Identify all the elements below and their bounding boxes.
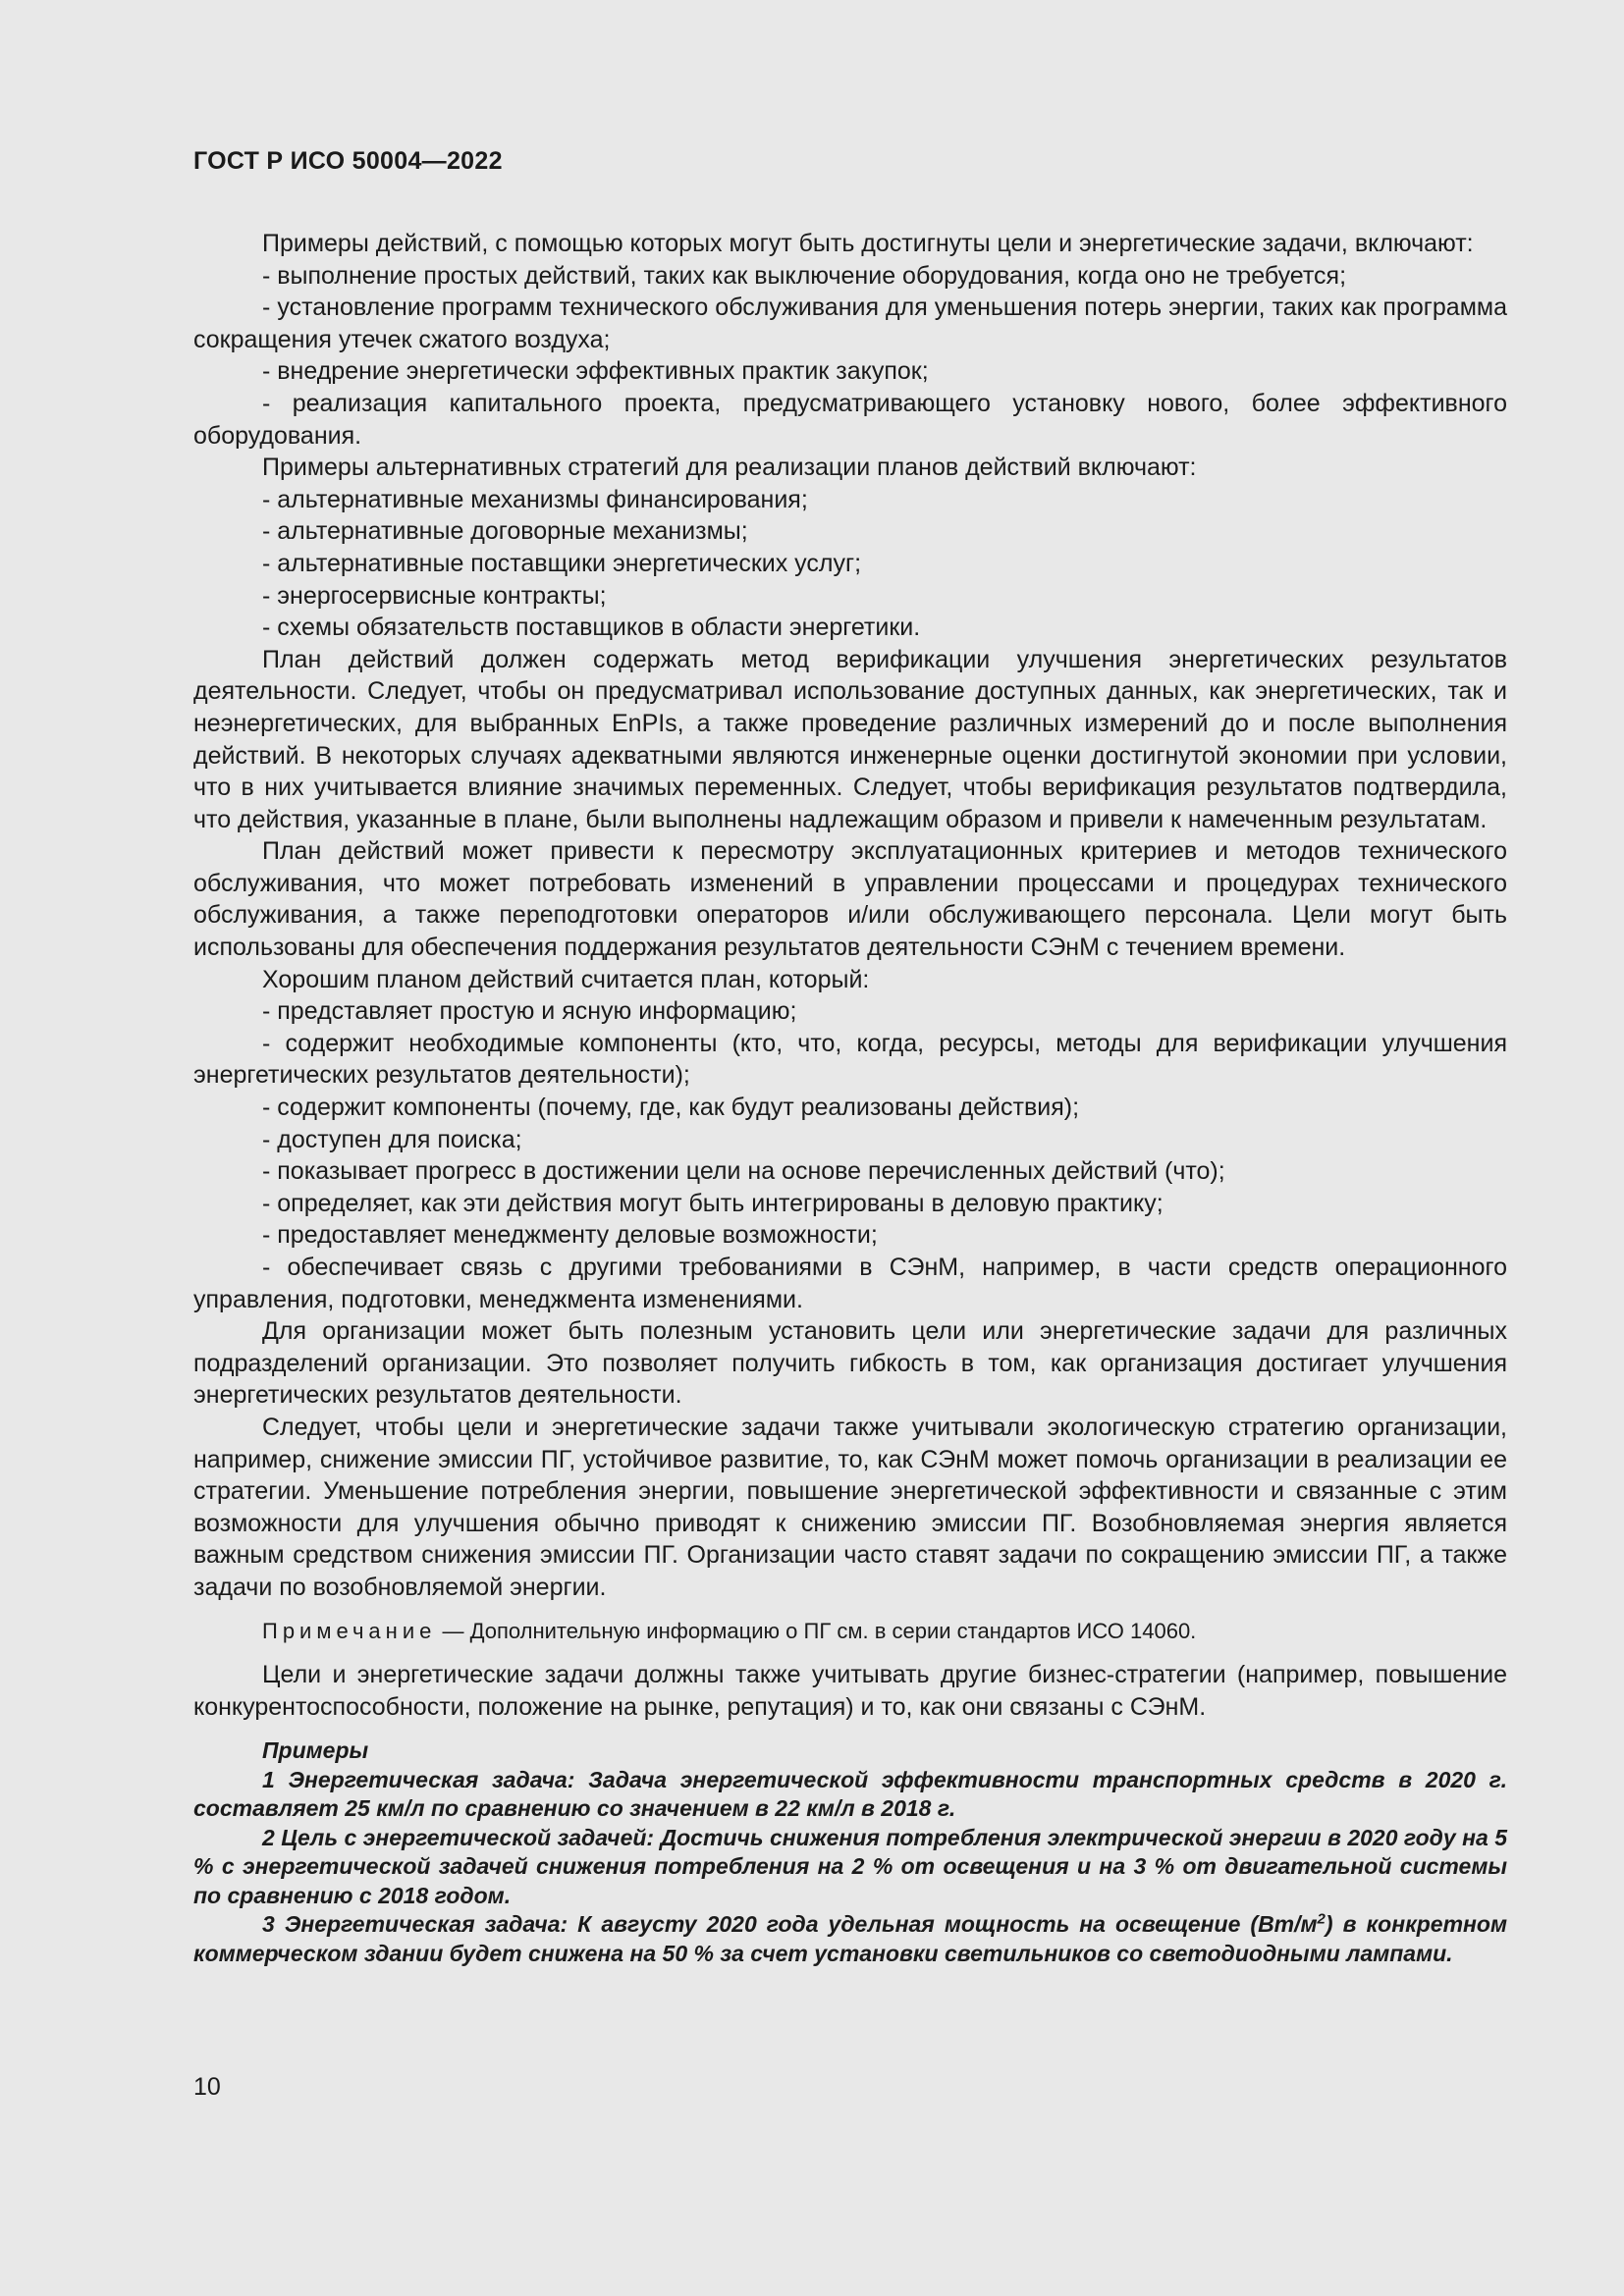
list-item: - определяет, как эти действия могут быть интегрированы в деловую практику; xyxy=(262,1189,1164,1217)
list-item: - доступен для поиска; xyxy=(262,1125,522,1153)
paragraph: Примеры альтернативных стратегий для реализации планов действий включают: xyxy=(262,454,1197,482)
example-text: 3 Энергетическая задача: К августу 2020 года удельная мощность на освещение (Вт/м xyxy=(262,1911,1318,1938)
example-item: 1 Энергетическая задача: Задача энергетической эффективности транспортных средств в 2020 г. составляет 25 км/л по сравнению со значением в 22 км/л в 2018 г. xyxy=(193,1766,1507,1822)
paragraph: Цели и энергетические задачи должны также учитывать другие бизнес-стратегии (например, повышение конкурентоспособности, положение на рынке, репутация) и то, как они связаны с СЭнМ. xyxy=(193,1661,1507,1721)
list-item: - показывает прогресс в достижении цели на основе перечисленных действий (что); xyxy=(262,1157,1225,1186)
list-item: - содержит компоненты (почему, где, как будут реализованы действия); xyxy=(262,1094,1080,1122)
paragraph: План действий должен содержать метод верификации улучшения энергетических результатов деятельности. Следует, чтобы он предусматривал использование доступных данных, как энергетических, так и неэнергетических, для выбранных EnPIs, а также проведение различных измерений до и после выполнения действий. В некоторых случаях адекватными являются инженерные оценки достигнутой экономии при условии, что в них учитывается влияние значимых переменных. Следует, чтобы верификация результатов подтвердила, что действия, указанные в плане, были выполнены надлежащим образом и привели к намеченным результатам. xyxy=(193,645,1507,833)
examples-heading: Примеры xyxy=(262,1737,369,1764)
list-item: - внедрение энергетически эффективных практик закупок; xyxy=(262,357,929,386)
list-item: - энергосервисные контракты; xyxy=(262,581,607,610)
document-header: ГОСТ Р ИСО 50004—2022 xyxy=(193,147,503,175)
paragraph: Примеры действий, с помощью которых могут быть достигнуты цели и энергетические задачи, включают: xyxy=(262,230,1474,257)
example-item xyxy=(193,1910,1507,1968)
note xyxy=(193,1616,1507,1648)
paragraph: План действий может привести к пересмотру эксплуатационных критериев и методов технического обслуживания, что может потребовать изменений в управлении процессами и процедурах технического обслуживания, а также переподготовки операторов и/или обслуживающего персонала. Цели могут быть использованы для обеспечения поддержания результатов деятельности СЭнМ с течением времени. xyxy=(193,837,1507,962)
paragraph: Хорошим планом действий считается план, который: xyxy=(262,965,870,993)
list-item: - схемы обязательств поставщиков в области энергетики. xyxy=(262,614,921,642)
note-text: — Дополнительную информацию о ПГ см. в серии стандартов ИСО 14060. xyxy=(436,1618,1197,1643)
list-item: - выполнение простых действий, таких как выключение оборудования, когда оно не требуется; xyxy=(262,261,1347,290)
paragraph: Для организации может быть полезным установить цели или энергетические задачи для различных подразделений организации. Это позволяет получить гибкость в том, как организация достигает улучшения энергетических результатов деятельности. xyxy=(193,1317,1507,1410)
note-label: Примечание xyxy=(262,1618,437,1643)
example-item: 2 Цель с энергетической задачей: Достичь снижения потребления электрической энергии в 2020 году на 5 % с энергетической задачей снижения потребления на 2 % от освещения и на 3 % от двигательной системы по сравнению с 2018 годом. xyxy=(193,1824,1507,1908)
example-text: ) в конкретном коммерческом здании будет снижена на 50 % за счет установки светильников со светодиодными лампами. xyxy=(193,1911,1507,1966)
examples-block xyxy=(193,1736,1507,1968)
paragraph: Следует, чтобы цели и энергетические задачи также учитывали экологическую стратегию организации, например, снижение эмиссии ПГ, устойчивое развитие, то, как СЭнМ может помочь организации в реализации ее стратегии. Уменьшение потребления энергии, повышение энергетической эффективности и связанные с этим возможности для улучшения обычно приводят к снижению эмиссии ПГ. Возобновляемая энергия является важным средством снижения эмиссии ПГ. Организации часто ставят задачи по сокращению эмиссии ПГ, а также задачи по возобновляемой энергии. xyxy=(193,1413,1507,1601)
list-item: - содержит необходимые компоненты (кто, что, когда, ресурсы, методы для верификации улучшения энергетических результатов деятельности); xyxy=(193,1029,1507,1090)
list-item: - альтернативные договорные механизмы; xyxy=(262,517,748,546)
page-number: 10 xyxy=(193,2073,221,2101)
document-body xyxy=(193,228,1507,1968)
list-item: - установление программ технического обслуживания для уменьшения потерь энергии, таких как программа сокращения утечек сжатого воздуха; xyxy=(193,294,1507,353)
list-item: - альтернативные механизмы финансирования; xyxy=(262,485,808,513)
list-item: - альтернативные поставщики энергетических услуг; xyxy=(262,549,862,577)
list-item: - представляет простую и ясную информацию; xyxy=(262,997,797,1026)
list-item: - реализация капитального проекта, предусматривающего установку нового, более эффективного оборудования. xyxy=(193,389,1507,450)
superscript: 2 xyxy=(1317,1910,1326,1928)
list-item: - предоставляет менеджменту деловые возможности; xyxy=(262,1221,878,1250)
list-item: - обеспечивает связь с другими требованиями в СЭнМ, например, в части средств операционного управления, подготовки, менеджмента изменениями. xyxy=(193,1254,1507,1313)
